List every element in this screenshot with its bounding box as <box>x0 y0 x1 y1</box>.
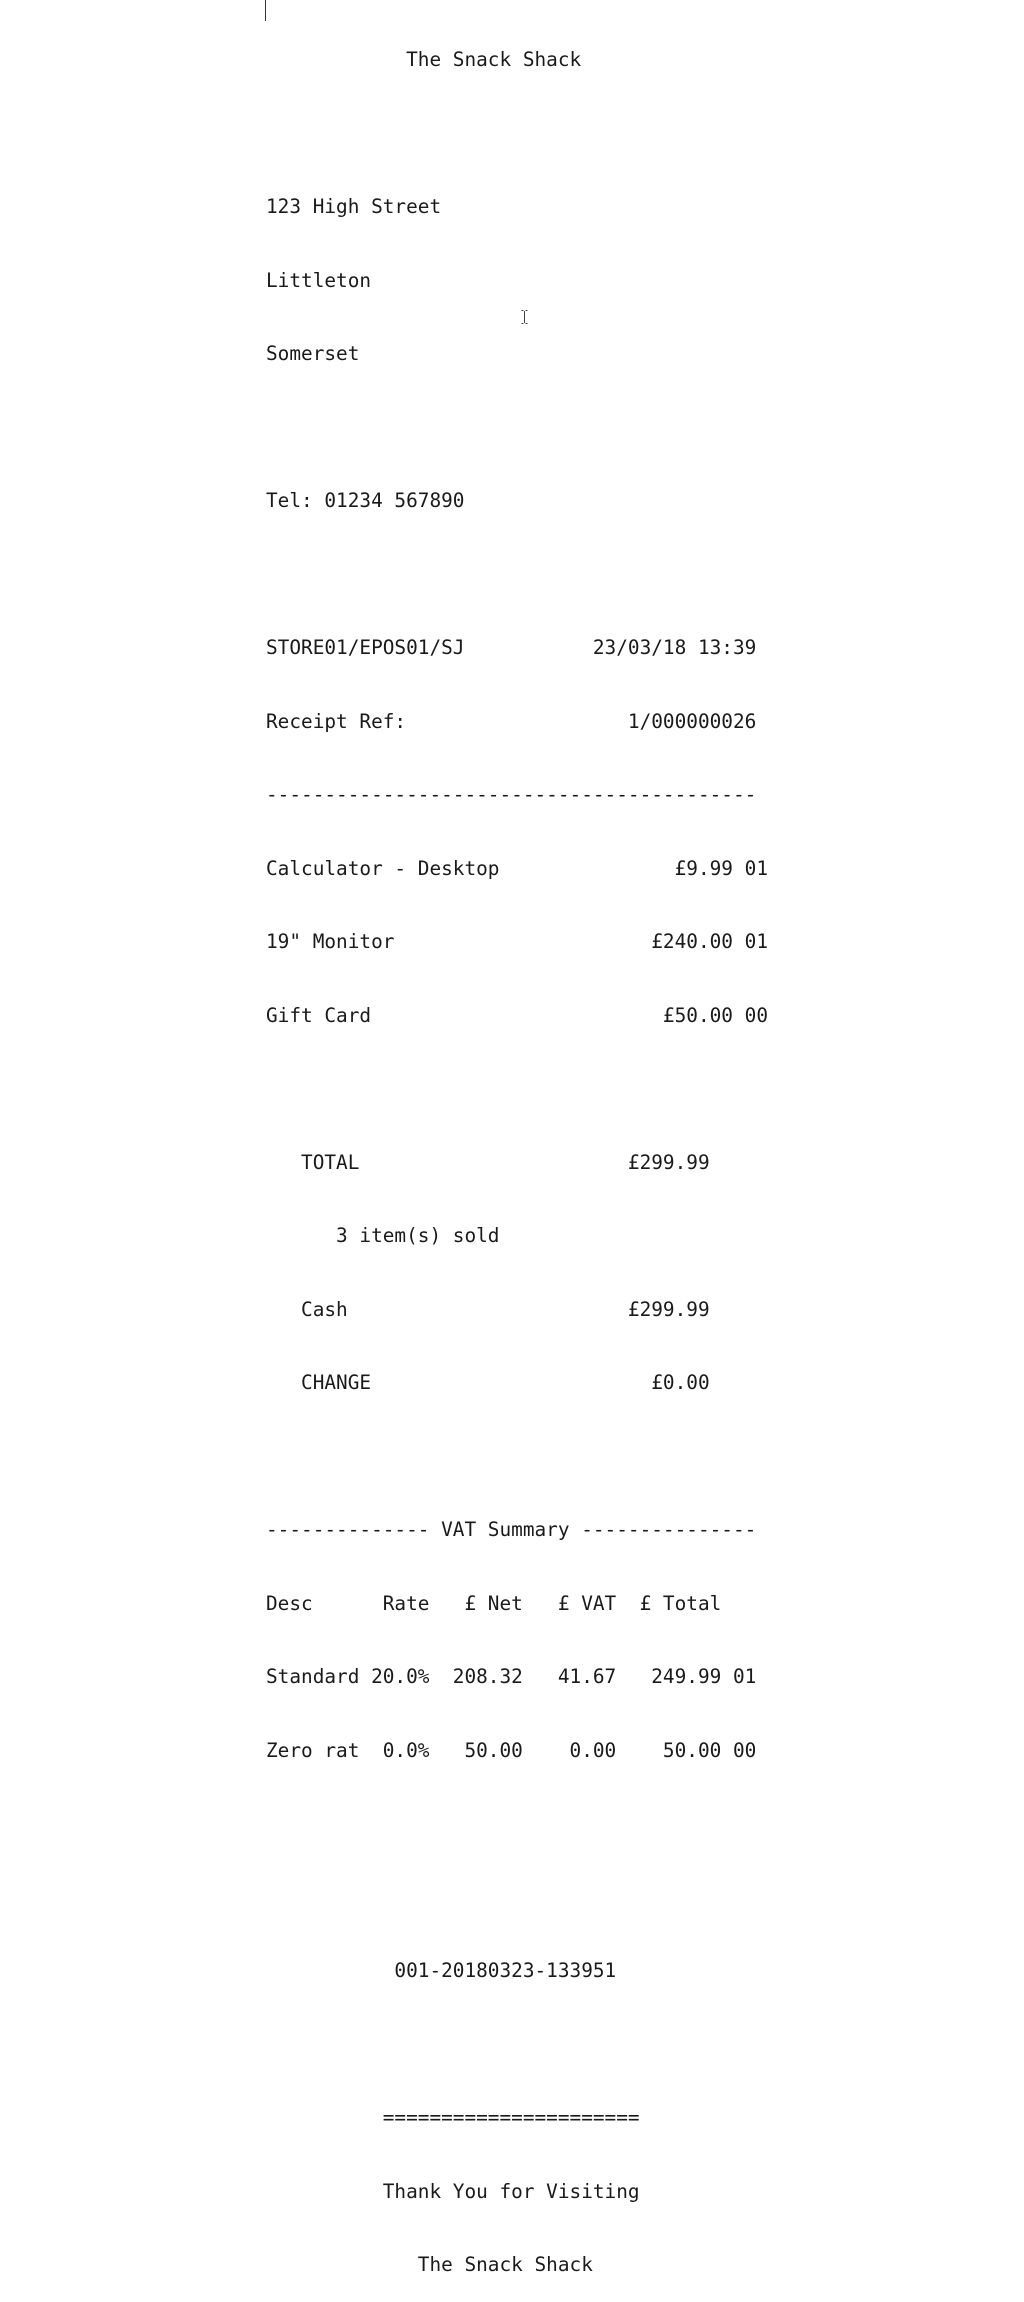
receipt-blank-line <box>266 1445 768 1470</box>
receipt-change: CHANGE £0.00 <box>266 1371 710 1394</box>
vat-summary-heading: -------------- VAT Summary --------------- <box>266 1518 757 1541</box>
receipt-blank-line <box>266 2033 768 2058</box>
receipt-reference: Receipt Ref: 1/000000026 <box>266 709 757 733</box>
receipt-cash-tendered: Cash £299.99 <box>266 1297 710 1321</box>
vat-summary-header-row: Desc Rate £ Net £ VAT £ Total <box>266 1591 722 1615</box>
receipt-address-county: Somerset <box>266 342 360 365</box>
receipt-store-terminal-datetime: STORE01/EPOS01/SJ 23/03/18 13:39 <box>266 636 757 659</box>
receipt-total: TOTAL £299.99 <box>266 1150 710 1174</box>
receipt-document[interactable] <box>266 0 768 2302</box>
i-beam-cursor-icon <box>520 310 529 324</box>
receipt-footer-shop-name: The Snack Shack <box>266 2253 593 2276</box>
receipt-item-line: 19" Monitor £240.00 01 <box>266 930 768 953</box>
receipt-transaction-id: 001-20180323-133951 <box>266 1959 617 1982</box>
receipt-blank-line <box>266 1886 768 1911</box>
receipt-item-line: Calculator - Desktop £9.99 01 <box>266 856 768 880</box>
receipt-thank-you: Thank You for Visiting <box>266 2179 640 2203</box>
receipt-separator: ------------------------------------------ <box>266 783 757 806</box>
receipt-item-line: Gift Card £50.00 00 <box>266 1003 768 1027</box>
receipt-blank-line <box>266 416 768 441</box>
receipt-blank-line <box>266 1077 768 1102</box>
receipt-blank-line <box>266 563 768 588</box>
vat-summary-row-standard: Standard 20.0% 208.32 41.67 249.99 01 <box>266 1665 757 1688</box>
receipt-telephone: Tel: 01234 567890 <box>266 489 465 512</box>
receipt-address-town: Littleton <box>266 268 372 292</box>
vat-summary-row-zero-rated: Zero rat 0.0% 50.00 0.00 50.00 00 <box>266 1738 757 1762</box>
receipt-address-street: 123 High Street <box>266 195 442 218</box>
receipt-footer-rule: ====================== <box>266 2106 640 2129</box>
receipt-items-sold: 3 item(s) sold <box>266 1224 500 1247</box>
receipt-blank-line <box>266 1812 768 1837</box>
receipt-blank-line <box>266 122 768 147</box>
receipt-shop-name: The Snack Shack <box>266 48 582 71</box>
